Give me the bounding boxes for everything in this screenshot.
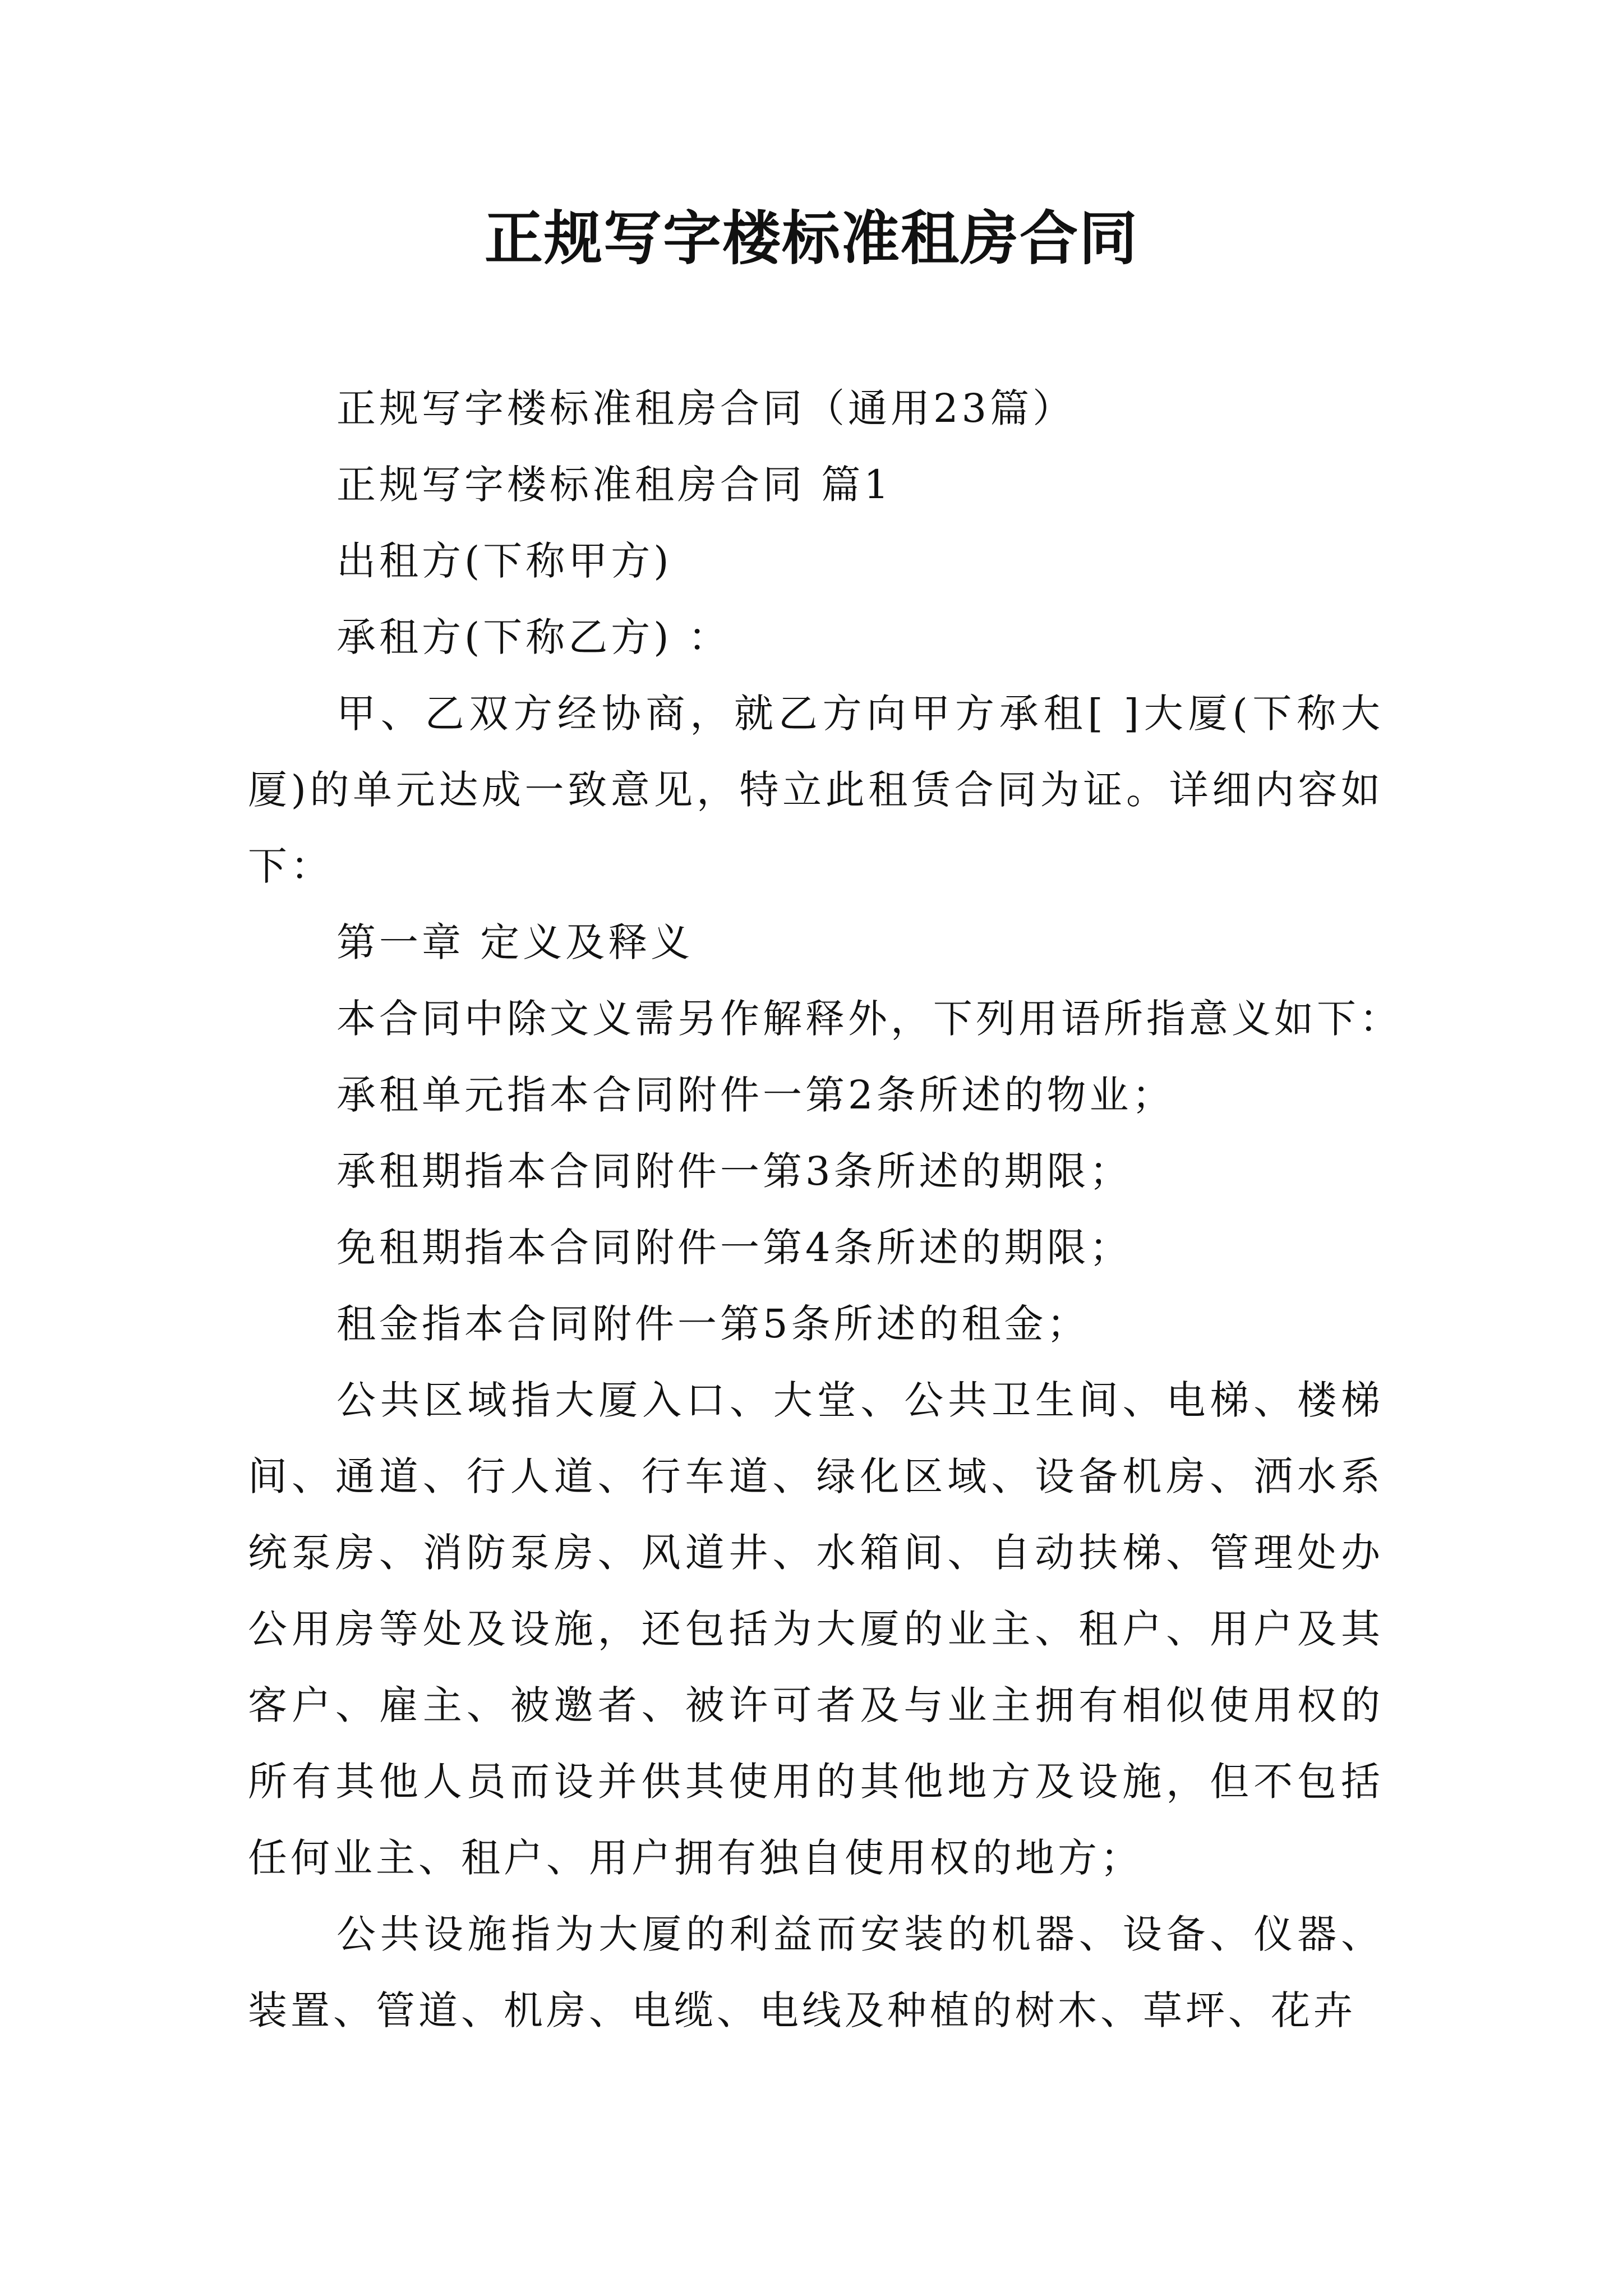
lessor-line: 出租方(下称甲方) [336,538,672,584]
definition-item: 承租单元指本合同附件一第2条所述的物业； [336,1072,1175,1118]
definition-item: 免租期指本合同附件一第4条所述的期限； [336,1225,1132,1271]
definition-item: 公共设施指为大厦的利益而安装的机器、设备、仪器、装置、管道、机房、电缆、电线及种植的树木、草坪、花卉 [248,1911,1384,2033]
definitions-intro: 本合同中除文义需另作解释外，下列用语所指意义如下： [336,996,1402,1042]
document-title: 正规写字楼标准租房合同 [484,204,1138,273]
section-heading: 正规写字楼标准租房合同 篇1 [336,462,892,508]
lessee-line: 承租方(下称乙方) ： [336,614,731,660]
agreement-paragraph: 甲、乙双方经协商，就乙方向甲方承租[ ]大厦(下称大厦)的单元达成一致意见，特立此租赁合同为证。详细内容如下： [248,691,1384,889]
document-body [248,370,1402,2049]
definition-item: 公共区域指大厦入口、大堂、公共卫生间、电梯、楼梯间、通道、行人道、行车道、绿化区域、设备机房、洒水系统泵房、消防泵房、风道井、水箱间、自动扶梯、管理处办公用房等处及设施，还包括为大厦的业主、租户、用户及其客户、雇主、被邀者、被许可者及与业主拥有相似使用权的所有其他人员而设并供其使用的其他地方及设施，但不包括任何业主、租户、用户拥有独自使用权的地方； [248,1377,1384,1881]
chapter-heading: 第一章 定义及释义 [336,919,694,965]
definition-item: 承租期指本合同附件一第3条所述的期限； [336,1148,1132,1194]
definition-item: 租金指本合同附件一第5条所述的租金； [336,1301,1090,1347]
subtitle-paragraph: 正规写字楼标准租房合同（通用23篇） [336,385,1076,431]
